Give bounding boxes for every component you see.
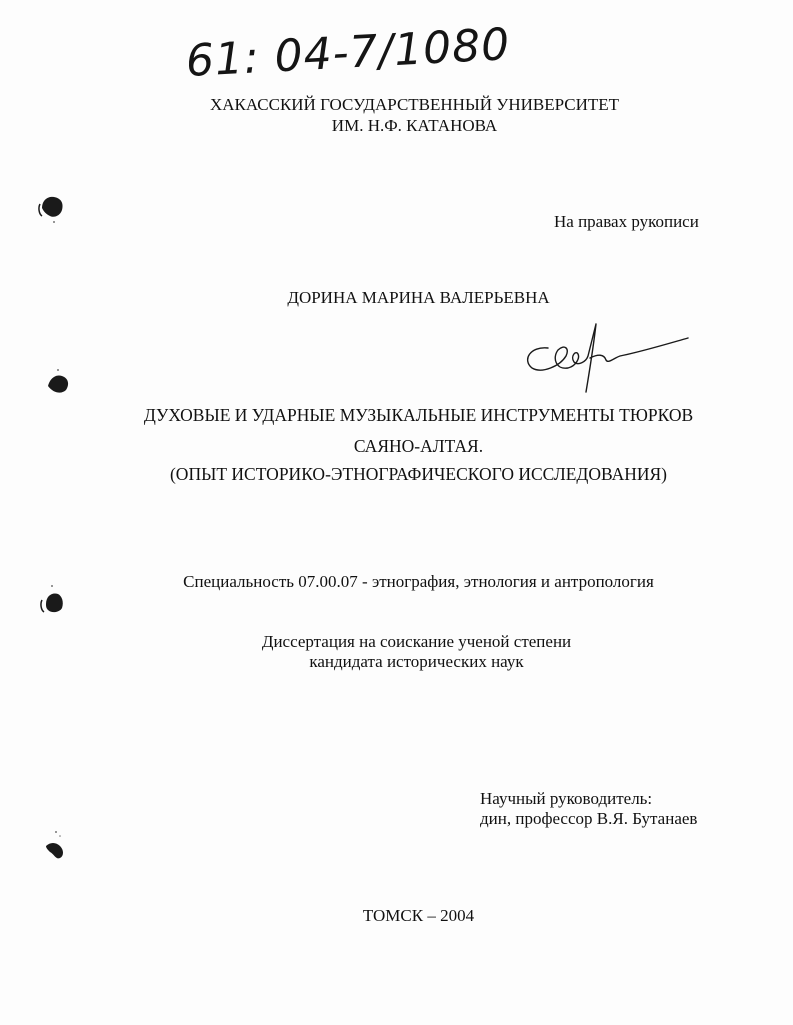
- city-year: ТОМСК – 2004: [362, 906, 475, 925]
- dissertation-title-line3: (ОПЫТ ИСТОРИКО-ЭТНОГРАФИЧЕСКОГО ИССЛЕДОВАНИЯ): [169, 464, 667, 484]
- advisor-name: дин, профессор В.Я. Бутанаев: [480, 809, 698, 828]
- binding-hole-icon: [40, 362, 80, 402]
- dissertation-title-line2: САЯНО-АЛТАЯ.: [353, 436, 484, 456]
- binding-hole-icon: [34, 188, 74, 228]
- dissertation-title-line1: ДУХОВЫЕ И УДАРНЫЕ МУЗЫКАЛЬНЫЕ ИНСТРУМЕНТЫ ТЮРКОВ: [143, 405, 694, 425]
- advisor-label: Научный руководитель:: [480, 789, 653, 808]
- speciality-line: Специальность 07.00.07 - этнография, этнология и антропология: [183, 572, 654, 591]
- degree-line2: кандидата исторических наук: [309, 652, 524, 671]
- archive-mark-handwritten: 61: 04-7/1080: [184, 19, 512, 87]
- author-signature-icon: [520, 318, 695, 398]
- university-name-line1: ХАКАССКИЙ ГОСУДАРСТВЕННЫЙ УНИВЕРСИТЕТ: [209, 95, 620, 114]
- manuscript-rights-label: На правах рукописи: [554, 212, 699, 231]
- author-name: ДОРИНА МАРИНА ВАЛЕРЬЕВНА: [287, 288, 550, 307]
- university-name-line2: ИМ. Н.Ф. КАТАНОВА: [331, 116, 498, 135]
- binding-hole-icon: [34, 582, 74, 622]
- degree-line1: Диссертация на соискание ученой степени: [261, 632, 572, 651]
- binding-hole-icon: [36, 828, 76, 868]
